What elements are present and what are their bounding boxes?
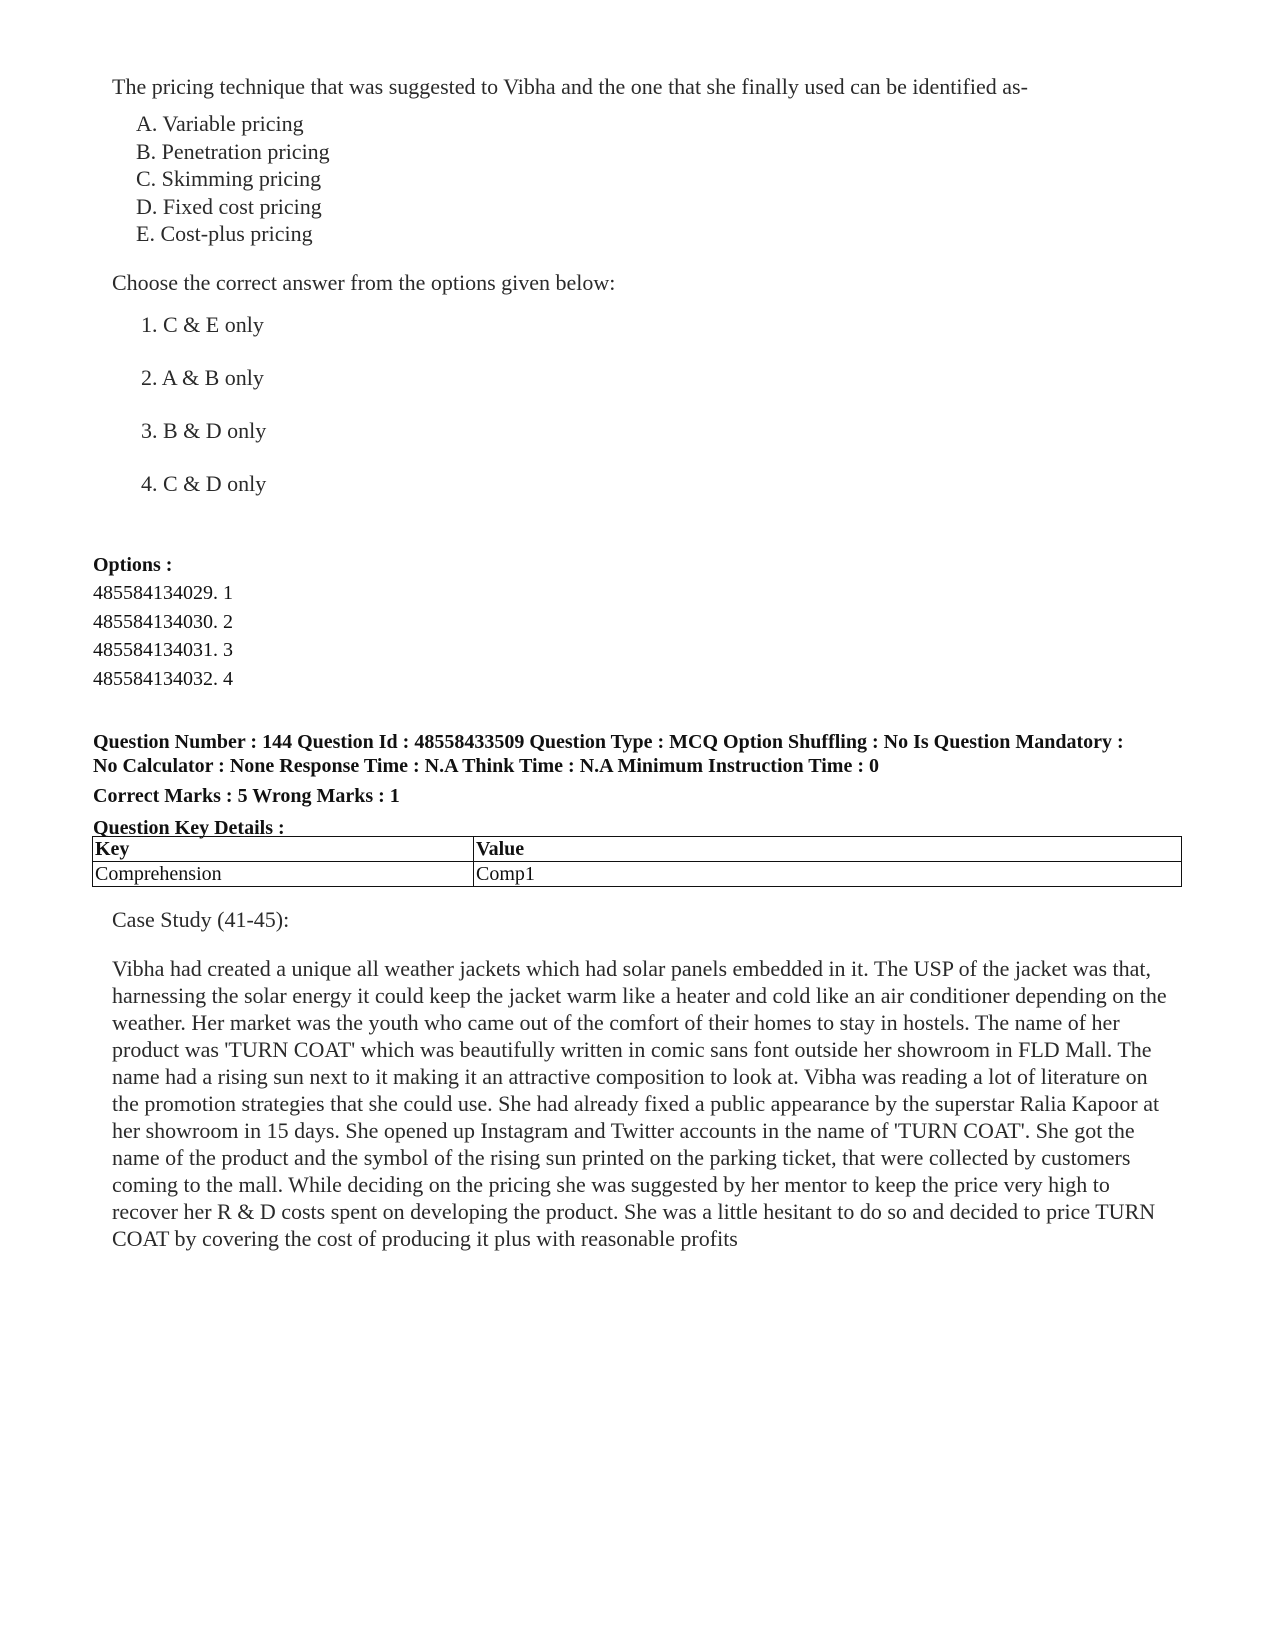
- answer-list: [141, 310, 1172, 499]
- answer-item: 3. B & D only: [141, 417, 267, 443]
- choice-list: [136, 110, 1172, 248]
- meta-line-1: Question Number : 144 Question Id : 48558433509 Question Type : MCQ Option Shuffling : No Is Question Mandatory :: [93, 731, 1124, 753]
- table-cell-value: Comp1: [474, 862, 1182, 887]
- question-meta: [93, 730, 1193, 842]
- question-prompt: The pricing technique that was suggested to Vibha and the one that she finally used can be identified as-: [112, 74, 1028, 99]
- table-cell-key: Comprehension: [93, 862, 474, 887]
- table-row: [93, 862, 1182, 887]
- choice-item: C. Skimming pricing: [136, 166, 322, 191]
- table-header-row: [93, 837, 1182, 862]
- choose-instruction: Choose the correct answer from the options given below:: [112, 269, 616, 295]
- case-study-body: Vibha had created a unique all weather jackets which had solar panels embedded in it. The USP of the jacket was that, harnessing the solar energy it could keep the jacket warm like a heater and cold like an air conditioner depending on the weather. Her market was the youth who came out of the comfort of their homes to stay in hostels. The name of her product was 'TURN COAT' which was beautifully written in comic sans font outside her showroom in FLD Mall. The name had a rising sun next to it making it an attractive composition to look at. Vibha was reading a lot of literature on the promotion strategies that she could use. She had already fixed a public appearance by the superstar Ralia Kapoor at her showroom in 15 days. She opened up Instagram and Twitter accounts in the name of 'TURN COAT'. She got the name of the product and the symbol of the rising sun printed on the parking ticket, that were collected by customers coming to the mall. While deciding on the pricing she was suggested by her mentor to keep the price very high to recover her R & D costs spent on developing the product. She was a little hesitant to do so and decided to price TURN COAT by covering the cost of producing it plus with reasonable profits: [112, 956, 1167, 1251]
- options-label: Options :: [93, 554, 173, 576]
- option-item: 485584134031. 3: [93, 639, 233, 662]
- answer-item: 2. A & B only: [141, 364, 264, 390]
- question-image: [112, 72, 1172, 522]
- key-details-table: [92, 836, 1182, 887]
- table-header-key: Key: [93, 837, 474, 862]
- case-study: [112, 905, 1167, 1252]
- answer-item: 4. C & D only: [141, 470, 267, 496]
- meta-line-2: No Calculator : None Response Time : N.A Think Time : N.A Minimum Instruction Time : 0: [93, 755, 879, 777]
- choice-item: A. Variable pricing: [136, 111, 304, 136]
- answer-item: 1. C & E only: [141, 311, 264, 337]
- option-item: 485584134030. 2: [93, 610, 233, 633]
- options-section: [93, 551, 1193, 694]
- choice-item: E. Cost-plus pricing: [136, 221, 313, 246]
- choice-item: B. Penetration pricing: [136, 138, 330, 164]
- table-header-value: Value: [474, 837, 1182, 862]
- option-item: 485584134032. 4: [93, 668, 233, 691]
- choice-item: D. Fixed cost pricing: [136, 193, 322, 219]
- case-study-title: Case Study (41-45):: [112, 907, 290, 932]
- marks-line: Correct Marks : 5 Wrong Marks : 1: [93, 785, 400, 807]
- option-item: 485584134029. 1: [93, 582, 233, 604]
- key-details-label: Question Key Details :: [93, 817, 285, 839]
